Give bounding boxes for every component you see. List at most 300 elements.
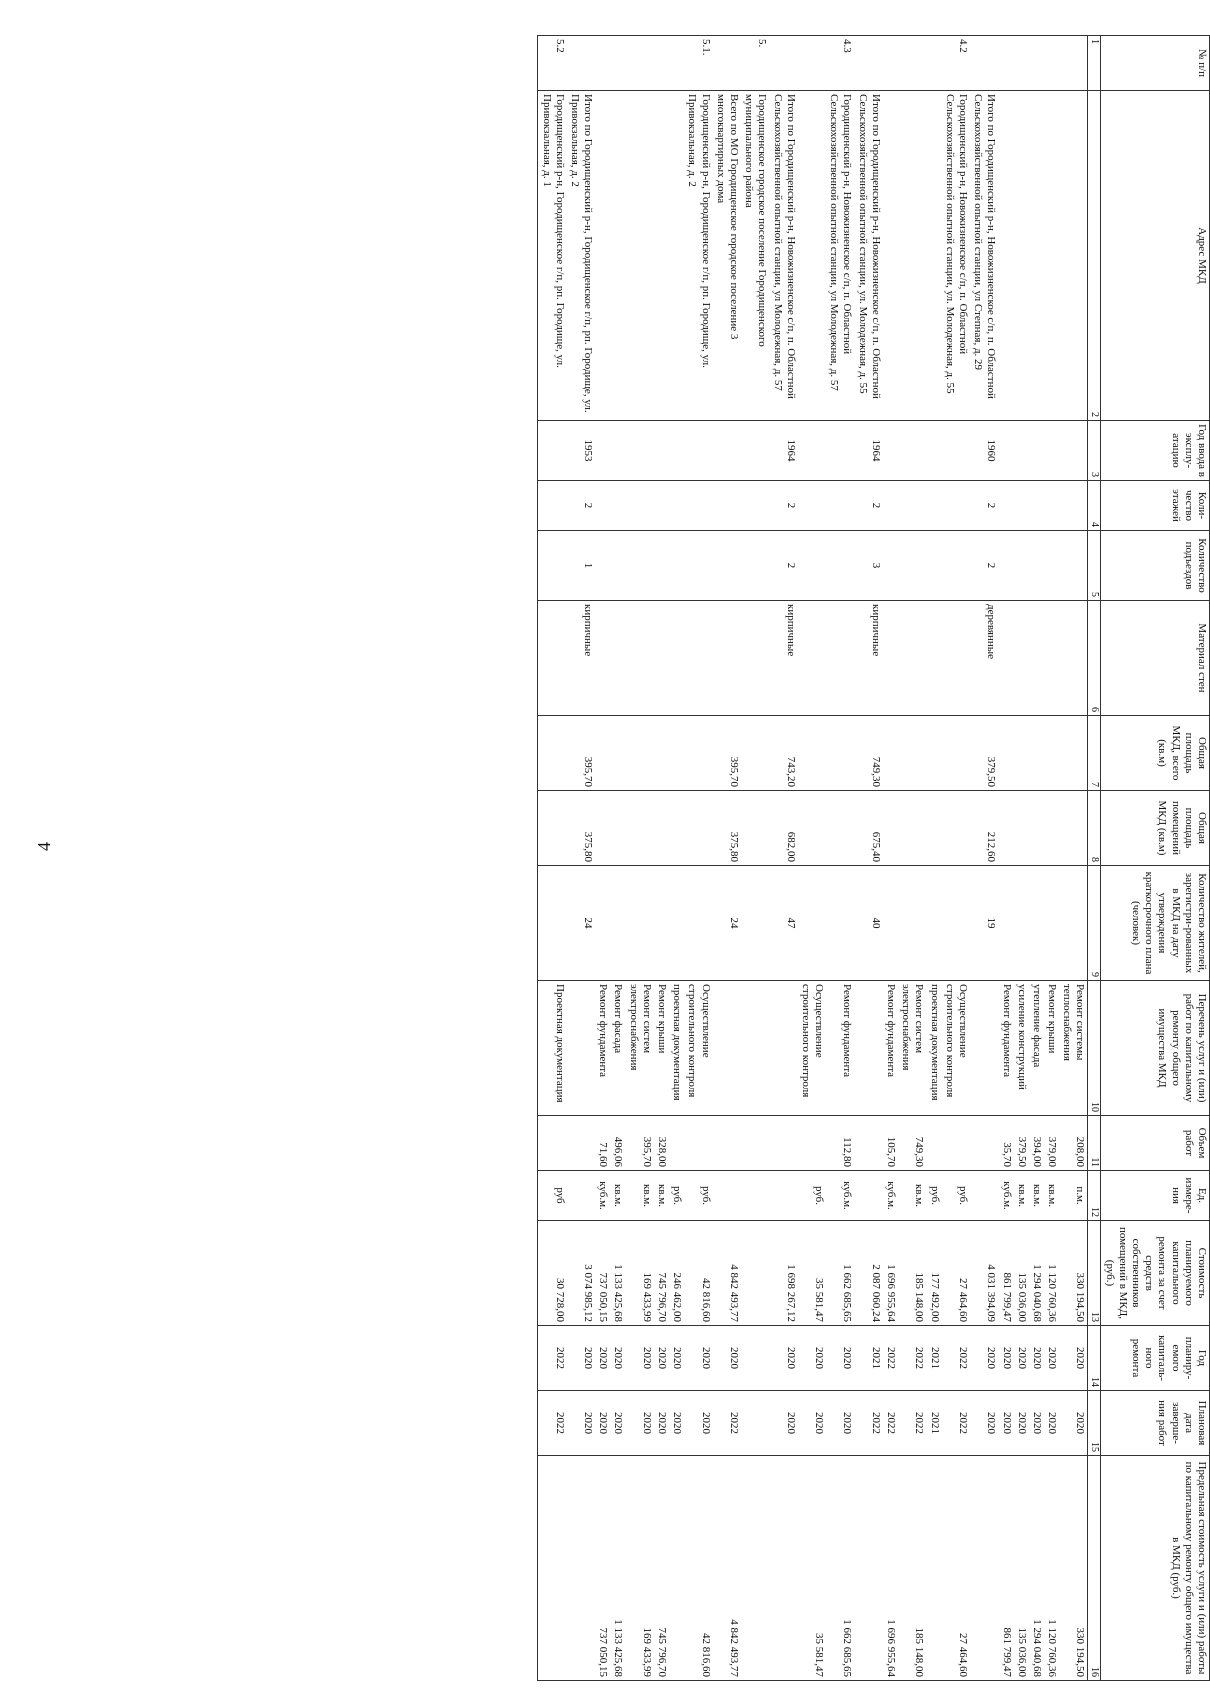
table-cell: 330 194,50 (1059, 1456, 1088, 1681)
table-cell: 2020 (684, 1326, 712, 1391)
column-header: Материал стен (1101, 601, 1210, 716)
table-cell: 2020 (713, 1326, 741, 1391)
table-row (1014, 36, 1029, 1681)
table-cell (567, 1456, 595, 1681)
table-cell: 2020 (998, 1391, 1013, 1456)
table-cell: 2020 (1029, 1391, 1044, 1456)
table-cell: 2022 (898, 1326, 926, 1391)
column-header: № п/п (1101, 36, 1210, 91)
table-cell (741, 421, 769, 481)
table-row (998, 36, 1013, 1681)
table-cell: 394,00 (1029, 1116, 1044, 1171)
table-cell: 2020 (595, 1391, 610, 1456)
table-cell (769, 981, 797, 1116)
table-cell (798, 1116, 826, 1171)
table-cell (769, 1116, 797, 1171)
table-cell: 2022 (942, 1391, 970, 1456)
table-cell (1029, 36, 1044, 91)
table-cell (942, 791, 970, 866)
table-cell (669, 91, 684, 421)
table-cell (654, 601, 669, 716)
table-cell (1059, 601, 1088, 716)
table-cell (826, 421, 854, 481)
column-number: 5 (1088, 531, 1101, 601)
table-row (883, 36, 898, 1681)
table-cell: кв.м. (898, 1171, 926, 1221)
table-cell: проектная документация (669, 981, 684, 1116)
table-cell: 2020 (684, 1391, 712, 1456)
table-cell (1044, 481, 1059, 531)
table-cell: 2020 (798, 1391, 826, 1456)
table-cell: 375,80 (713, 791, 741, 866)
table-cell (1044, 36, 1059, 91)
table-cell: 169 433,99 (626, 1456, 654, 1681)
table-cell: кв.м. (1044, 1171, 1059, 1221)
table-cell: 24 (713, 866, 741, 981)
table-cell: 2 (855, 481, 883, 531)
table-cell: 47 (769, 866, 797, 981)
table-cell (942, 421, 970, 481)
table-cell (654, 91, 669, 421)
table-cell (998, 866, 1013, 981)
table-cell (595, 91, 610, 421)
table-cell (595, 866, 610, 981)
table-cell (926, 91, 941, 421)
table-cell: 27 464,60 (942, 1221, 970, 1326)
table-cell: 19 (970, 866, 998, 981)
table-cell: 2020 (1044, 1326, 1059, 1391)
table-cell (654, 36, 669, 91)
table-cell: 379,50 (970, 716, 998, 791)
table-cell: проектная документация (926, 981, 941, 1116)
table-cell (970, 1171, 998, 1221)
table-cell (684, 601, 712, 716)
table-cell (713, 981, 741, 1116)
table-cell: 2022 (713, 1391, 741, 1456)
table-cell (538, 716, 567, 791)
table-cell (1059, 36, 1088, 91)
table-cell: усиление конструкций (1014, 981, 1029, 1116)
table-cell (798, 791, 826, 866)
table-cell: 2020 (826, 1391, 854, 1456)
table-cell: Итого по Городищенский р-н, Новожизненское с/п, п. Областной Сельскохозяйственной опытной станции, ул Молодежная, д. 57 (769, 91, 797, 421)
table-cell (669, 1456, 684, 1681)
table-cell: Городищенский р-н, Городищенское г/п, рп. Городище, ул. Привокзальная, д. 1 (538, 91, 567, 421)
table-cell: 71,60 (595, 1116, 610, 1171)
table-cell (826, 481, 854, 531)
table-cell (684, 866, 712, 981)
table-cell (926, 1116, 941, 1171)
table-cell: 1960 (970, 421, 998, 481)
table-cell: 2021 (926, 1326, 941, 1391)
table-cell: 1 698 267,12 (769, 1221, 797, 1326)
table-cell (741, 866, 769, 981)
table-cell: 379,00 (1044, 1116, 1059, 1171)
table-cell (1014, 421, 1029, 481)
table-cell: 2020 (610, 1326, 625, 1391)
table-cell: руб. (798, 1171, 826, 1221)
table-cell (942, 481, 970, 531)
table-cell: Ремонт системы теплоснабжения (1059, 981, 1088, 1116)
table-row (970, 36, 998, 1681)
table-cell: п.м. (1059, 1171, 1088, 1221)
table-cell (998, 481, 1013, 531)
table-cell (1014, 601, 1029, 716)
table-cell: 208,00 (1059, 1116, 1088, 1171)
table-cell: руб. (926, 1171, 941, 1221)
table-cell (942, 601, 970, 716)
table-cell: 212,60 (970, 791, 998, 866)
table-cell: Ремонт крыши (654, 981, 669, 1116)
rotated-table-container (210, 35, 1210, 1680)
table-cell: куб.м. (998, 1171, 1013, 1221)
table-cell (1029, 791, 1044, 866)
table-cell (610, 481, 625, 531)
table-cell (669, 716, 684, 791)
table-cell: 1 662 685,65 (826, 1456, 854, 1681)
table-cell: 395,70 (567, 716, 595, 791)
table-cell: 675,40 (855, 791, 883, 866)
table-cell (926, 531, 941, 601)
table-cell: куб.м. (826, 1171, 854, 1221)
column-header: Объем работ (1101, 1116, 1210, 1171)
table-cell (741, 1221, 769, 1326)
table-cell: 185 148,00 (898, 1456, 926, 1681)
table-cell (669, 866, 684, 981)
table-cell: 2020 (769, 1391, 797, 1456)
table-cell (1029, 481, 1044, 531)
table-cell (883, 421, 898, 481)
table-cell (654, 716, 669, 791)
table-cell (610, 791, 625, 866)
table-cell: Городищенский р-н, Новожизненское с/п, п. Областной Сельскохозяйственной опытной станции, ул Молодежная, д. 57 (826, 91, 854, 421)
table-cell: кирпичные (769, 601, 797, 716)
table-cell (898, 601, 926, 716)
table-cell (741, 1171, 769, 1221)
table-cell (610, 36, 625, 91)
table-cell: 737 050,15 (595, 1456, 610, 1681)
table-cell (926, 481, 941, 531)
table-cell: Городищенское городское поселение Городищенского муниципального района (741, 91, 769, 421)
table-cell: 105,70 (883, 1116, 898, 1171)
table-cell (538, 866, 567, 981)
table-cell (1059, 716, 1088, 791)
table-cell (626, 531, 654, 601)
table-cell: 4.3 (826, 36, 854, 91)
table-cell: 749,30 (855, 716, 883, 791)
table-cell (741, 531, 769, 601)
table-cell (741, 981, 769, 1116)
table-cell (826, 716, 854, 791)
table-cell: кв.м. (1014, 1171, 1029, 1221)
table-cell: Проектная документация (538, 981, 567, 1116)
table-cell (769, 1171, 797, 1221)
table-cell: 135 036,00 (1014, 1221, 1029, 1326)
table-cell (883, 601, 898, 716)
table-cell: 135 036,00 (1014, 1456, 1029, 1681)
table-cell: 2022 (898, 1391, 926, 1456)
table-cell: 2020 (1014, 1326, 1029, 1391)
table-cell (741, 481, 769, 531)
table-cell (1014, 91, 1029, 421)
table-cell (942, 1116, 970, 1171)
table-cell (798, 866, 826, 981)
table-cell (798, 36, 826, 91)
table-cell: 2020 (654, 1391, 669, 1456)
table-cell (926, 36, 941, 91)
table-cell: кв.м. (1029, 1171, 1044, 1221)
table-cell (942, 531, 970, 601)
table-cell (610, 531, 625, 601)
table-cell: Городищенский р-н, Городищенское г/п, рп. Городище, ул. Привокзальная, д. 2 (684, 91, 712, 421)
table-cell (926, 421, 941, 481)
table-cell (883, 481, 898, 531)
table-cell: 2020 (669, 1391, 684, 1456)
table-cell: 2020 (970, 1391, 998, 1456)
table-cell: 2022 (855, 1391, 883, 1456)
table-cell (1029, 531, 1044, 601)
repair-plan-table (537, 35, 1210, 1681)
table-cell: 2021 (926, 1391, 941, 1456)
table-cell: 2022 (883, 1326, 898, 1391)
table-cell: руб. (684, 1171, 712, 1221)
table-cell (883, 36, 898, 91)
table-cell (595, 791, 610, 866)
table-cell: 2 (970, 531, 998, 601)
column-number: 7 (1088, 716, 1101, 791)
table-row (855, 36, 883, 1681)
table-cell (769, 36, 797, 91)
table-cell: 4 031 394,09 (970, 1221, 998, 1326)
table-cell (669, 1116, 684, 1171)
table-cell: кирпичные (855, 601, 883, 716)
table-row (798, 36, 826, 1681)
column-header: Год ввода в эксплу-атацию (1101, 421, 1210, 481)
table-row (684, 36, 712, 1681)
table-cell: 2020 (595, 1326, 610, 1391)
table-cell (610, 866, 625, 981)
table-cell (713, 1116, 741, 1171)
table-cell: 177 492,00 (926, 1221, 941, 1326)
table-cell (970, 1456, 998, 1681)
table-cell: руб (538, 1171, 567, 1221)
table-cell: 1 (567, 531, 595, 601)
table-cell (654, 866, 669, 981)
table-cell (741, 1391, 769, 1456)
table-cell: 5.2 (538, 36, 567, 91)
table-cell (669, 601, 684, 716)
table-cell (1029, 716, 1044, 791)
table-cell: Осуществление строительного контроля (942, 981, 970, 1116)
table-cell: 2020 (998, 1326, 1013, 1391)
table-cell (1059, 791, 1088, 866)
table-cell (898, 91, 926, 421)
table-cell (595, 421, 610, 481)
table-cell (538, 1456, 567, 1681)
table-cell: 42 816,60 (684, 1221, 712, 1326)
table-cell (883, 866, 898, 981)
table-cell (538, 601, 567, 716)
table-cell: Итого по Городищенский р-н, Новожизненское с/п, п. Областной Сельскохозяйственной опытной станции, ул Степная, д. 29 (970, 91, 998, 421)
table-cell (713, 601, 741, 716)
table-cell (998, 91, 1013, 421)
table-cell: Ремонт фундамента (998, 981, 1013, 1116)
table-row (1029, 36, 1044, 1681)
table-cell (942, 716, 970, 791)
table-cell (626, 481, 654, 531)
table-cell: 1 662 685,65 (826, 1221, 854, 1326)
table-cell (1014, 36, 1029, 91)
table-cell (610, 91, 625, 421)
table-cell (1044, 421, 1059, 481)
table-cell: 2 (769, 481, 797, 531)
table-cell: 2 (769, 531, 797, 601)
table-cell (654, 481, 669, 531)
table-cell: 1 120 760,36 (1044, 1221, 1059, 1326)
table-cell: 2020 (1014, 1391, 1029, 1456)
column-header: Предельная стоимость услуги и (или) работы по капитальному ремонту общего имущества в МКД (руб.) (1101, 1456, 1210, 1681)
table-cell (567, 1116, 595, 1171)
table-cell: 112,80 (826, 1116, 854, 1171)
table-row (669, 36, 684, 1681)
table-cell (970, 981, 998, 1116)
table-cell: 743,20 (769, 716, 797, 791)
table-cell (538, 1116, 567, 1171)
table-cell: 2021 (855, 1326, 883, 1391)
table-cell (798, 481, 826, 531)
table-cell (855, 981, 883, 1116)
table-cell (998, 716, 1013, 791)
column-header: Коли-чество этажей (1101, 481, 1210, 531)
table-cell (741, 791, 769, 866)
table-row (595, 36, 610, 1681)
table-cell (654, 531, 669, 601)
table-cell (626, 36, 654, 91)
table-cell: Ремонт фасада (610, 981, 625, 1116)
table-cell (654, 421, 669, 481)
table-row (654, 36, 669, 1681)
table-cell: Ремонт систем электроснабжения (898, 981, 926, 1116)
table-cell (798, 531, 826, 601)
table-cell (898, 421, 926, 481)
table-cell (610, 421, 625, 481)
table-cell (942, 866, 970, 981)
table-cell (713, 421, 741, 481)
table-cell: 745 796,70 (654, 1221, 669, 1326)
table-cell (626, 601, 654, 716)
table-cell: 4.2 (942, 36, 970, 91)
table-cell (669, 481, 684, 531)
column-header: Стоимость планируемого капитального ремонта за счет средств собственников помещений в МКД, (руб.) (1101, 1221, 1210, 1326)
table-cell (1059, 866, 1088, 981)
table-cell (1059, 481, 1088, 531)
table-cell: 2020 (798, 1326, 826, 1391)
table-cell (684, 791, 712, 866)
table-cell: 2020 (1059, 1326, 1088, 1391)
table-cell (970, 1116, 998, 1171)
table-cell (741, 601, 769, 716)
table-row (741, 36, 769, 1681)
table-row (567, 36, 595, 1681)
table-cell (595, 531, 610, 601)
table-cell: 745 796,70 (654, 1456, 669, 1681)
column-header: Год планиру-емого капиталь-ного ремонта (1101, 1326, 1210, 1391)
table-row (626, 36, 654, 1681)
table-cell (1044, 601, 1059, 716)
table-cell: 2020 (970, 1326, 998, 1391)
table-cell: 375,80 (567, 791, 595, 866)
table-cell: Итого по Городищенский р-н, Городищенское г/п, рп. Городище, ул. Привокзальная, д. 2 (567, 91, 595, 421)
table-cell (998, 36, 1013, 91)
table-cell (741, 1116, 769, 1171)
table-cell (826, 791, 854, 866)
table-cell: кв.м. (626, 1171, 654, 1221)
table-cell: кирпичные (567, 601, 595, 716)
table-cell: 2 (567, 481, 595, 531)
column-number: 10 (1088, 981, 1101, 1116)
table-cell (713, 36, 741, 91)
table-cell (898, 36, 926, 91)
table-body (538, 36, 1088, 1681)
table-cell: 30 728,00 (538, 1221, 567, 1326)
table-cell: 246 462,00 (669, 1221, 684, 1326)
table-cell (595, 36, 610, 91)
column-header: Ед. измере-ния (1101, 1171, 1210, 1221)
table-cell (998, 791, 1013, 866)
table-cell (970, 36, 998, 91)
table-cell: 496,06 (610, 1116, 625, 1171)
table-cell: 2022 (538, 1391, 567, 1456)
table-cell (1029, 866, 1044, 981)
table-cell (595, 716, 610, 791)
table-cell (595, 481, 610, 531)
table-cell (898, 481, 926, 531)
table-cell (898, 716, 926, 791)
table-cell (669, 531, 684, 601)
table-cell (855, 1456, 883, 1681)
table-cell (595, 601, 610, 716)
table-cell: 2022 (942, 1326, 970, 1391)
column-number: 8 (1088, 791, 1101, 866)
table-cell (741, 1456, 769, 1681)
table-cell (684, 481, 712, 531)
table-cell (684, 716, 712, 791)
column-number: 4 (1088, 481, 1101, 531)
table-cell (626, 791, 654, 866)
table-cell: Осуществление строительного контроля (684, 981, 712, 1116)
table-cell: 2020 (610, 1391, 625, 1456)
table-cell: утепление фасада (1029, 981, 1044, 1116)
table-cell (883, 791, 898, 866)
column-number: 11 (1088, 1116, 1101, 1171)
table-cell (567, 36, 595, 91)
table-cell (926, 601, 941, 716)
table-cell (567, 1171, 595, 1221)
table-cell: 35 581,47 (798, 1456, 826, 1681)
table-cell (1014, 481, 1029, 531)
column-number: 12 (1088, 1171, 1101, 1221)
column-number: 14 (1088, 1326, 1101, 1391)
table-cell (626, 421, 654, 481)
column-number: 13 (1088, 1221, 1101, 1326)
table-cell (669, 421, 684, 481)
table-cell: 2020 (654, 1326, 669, 1391)
table-cell: 1964 (855, 421, 883, 481)
table-row (942, 36, 970, 1681)
table-cell (855, 36, 883, 91)
table-cell (626, 91, 654, 421)
table-cell (1029, 91, 1044, 421)
